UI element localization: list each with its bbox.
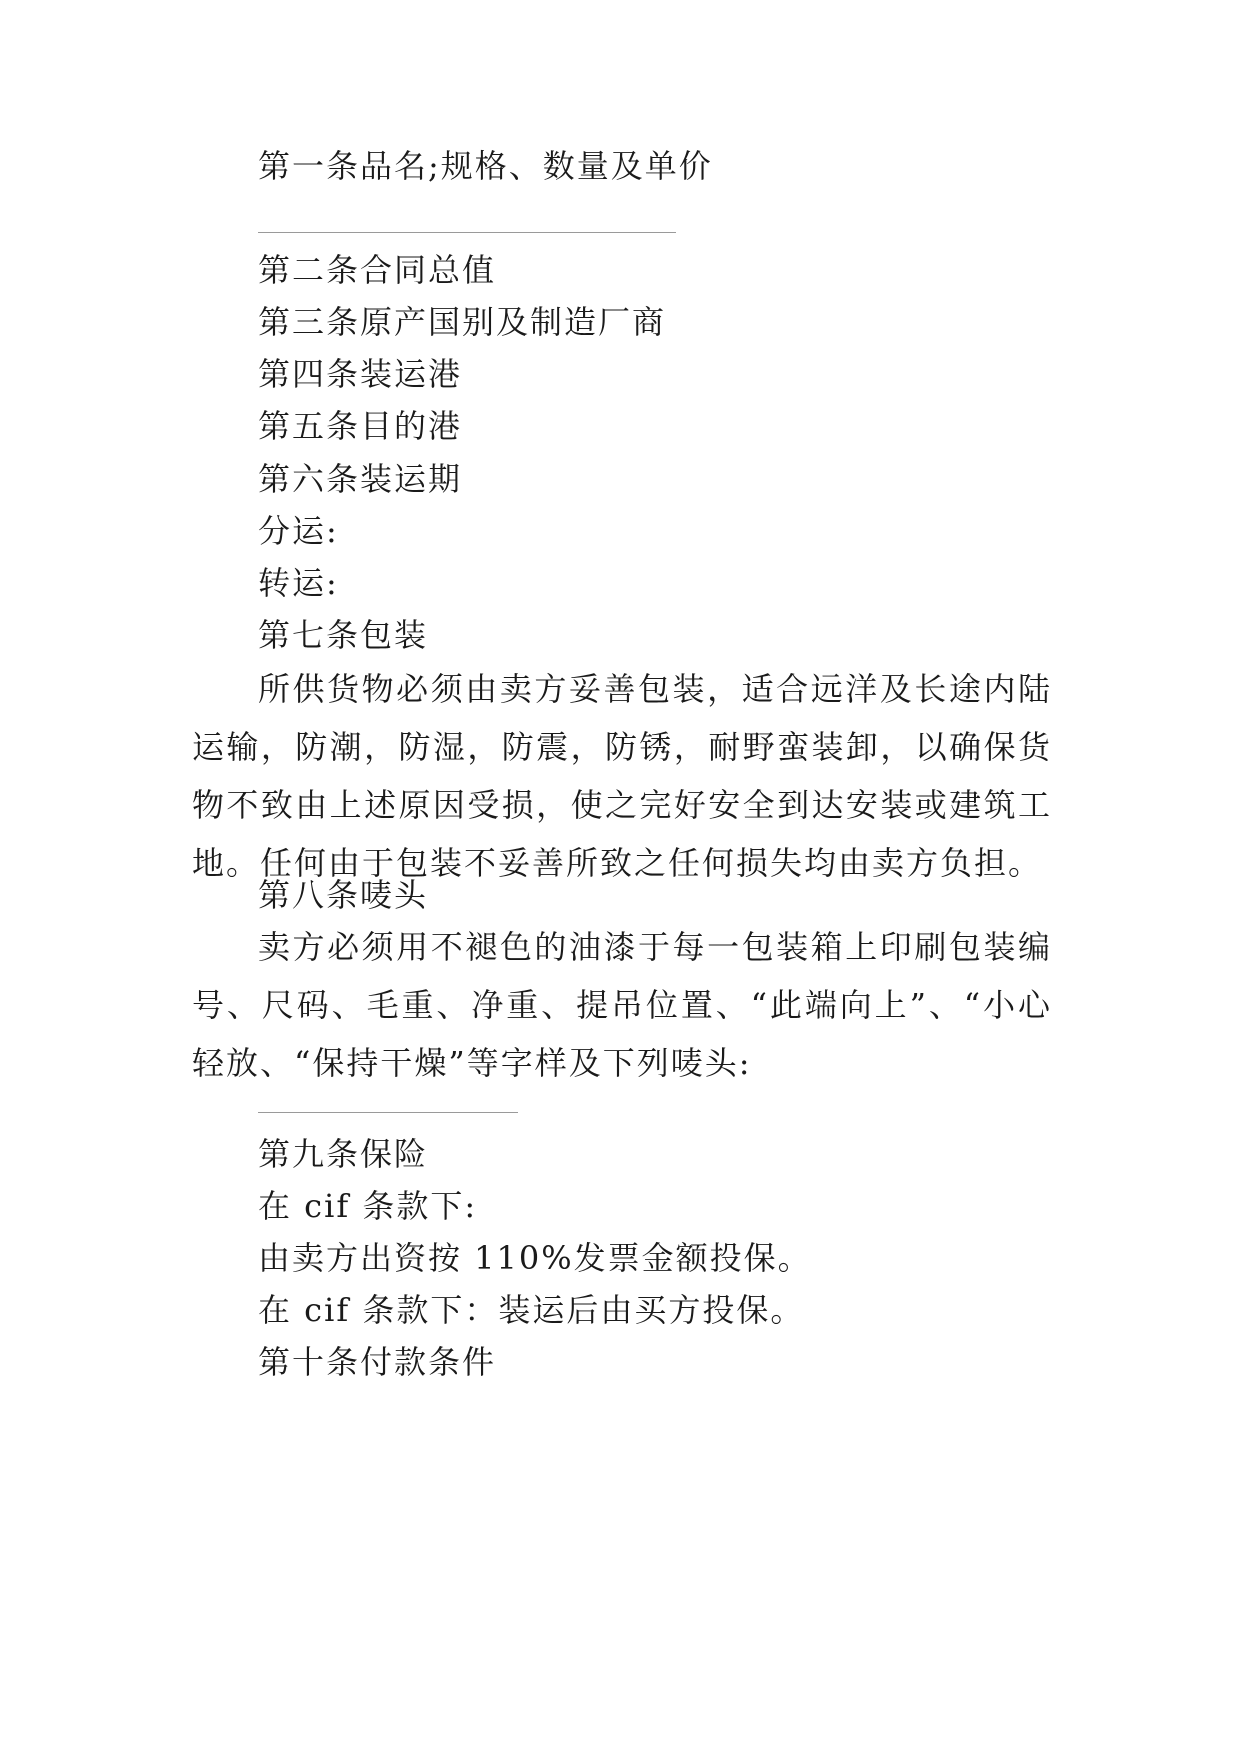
transshipment-label: 转运: — [258, 564, 339, 602]
fill-in-blank-line — [258, 232, 676, 233]
article-7-heading: 第七条包装 — [258, 616, 429, 654]
shipping-marks-blank-line — [258, 1112, 518, 1113]
article-6-heading: 第六条装运期 — [258, 460, 463, 498]
cif-clause-line-2: 在 cif 条款下：装运后由买方投保。 — [258, 1291, 805, 1329]
partial-shipment-label: 分运: — [258, 512, 339, 550]
article-1-heading: 第一条品名;规格、数量及单价 — [258, 147, 713, 185]
cif-clause-line-1: 在 cif 条款下: — [258, 1187, 478, 1225]
shipping-marks-paragraph: 卖方必须用不褪色的油漆于每一包装箱上印刷包装编号、尺码、毛重、净重、提吊位置、“此端向上”、“小心轻放、“保持干燥”等字样及下列唛头: — [192, 928, 1052, 1082]
insurance-seller-line: 由卖方出资按 110%发票金额投保。 — [258, 1239, 812, 1277]
article-2-heading: 第二条合同总值 — [258, 251, 497, 289]
article-3-heading: 第三条原产国别及制造厂商 — [258, 303, 667, 341]
article-10-heading: 第十条付款条件 — [258, 1343, 497, 1381]
article-9-heading: 第九条保险 — [258, 1135, 429, 1173]
article-4-heading: 第四条装运港 — [258, 355, 463, 393]
packing-paragraph: 所供货物必须由卖方妥善包装，适合远洋及长途内陆运输，防潮，防湿，防震，防锈，耐野蛮装卸，以确保货物不致由上述原因受损，使之完好安全到达安装或建筑工地。任何由于包装不妥善所致之任何损失均由卖方负担。 — [192, 670, 1052, 882]
article-8-heading: 第八条唛头 — [258, 876, 429, 914]
article-5-heading: 第五条目的港 — [258, 407, 463, 445]
